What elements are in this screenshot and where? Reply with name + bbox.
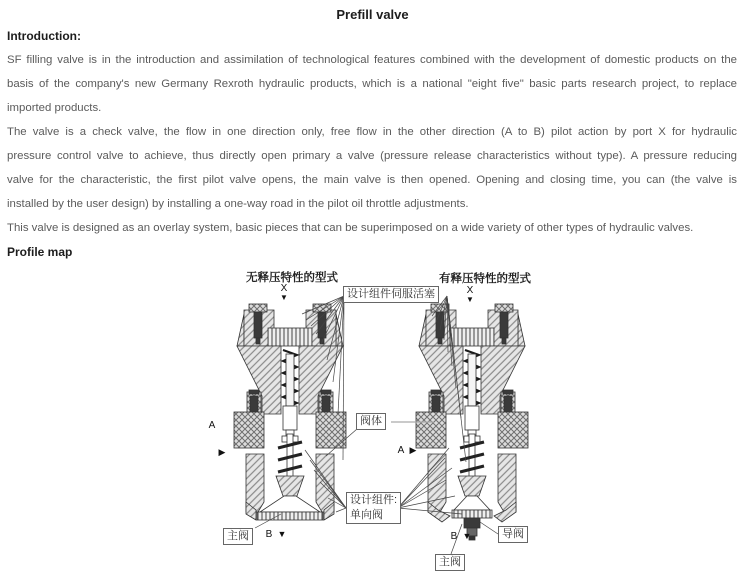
paragraph1-line2: basis of the company's new Germany Rexroth hydraulic products, which is a national "eight five" basic parts research project, to replace (7, 78, 737, 90)
check-valve-label (346, 492, 401, 524)
paragraph1-line1: SF filling valve is in the introduction and assimilation of technological features combined with the development of domestic products on the (7, 54, 737, 66)
down-arrow-icon: ▼ (462, 531, 472, 541)
profile-heading: Profile map (7, 245, 73, 259)
intro-heading: Introduction: (7, 29, 81, 43)
main-valve-label-left: 主阀 (223, 528, 253, 545)
paragraph2-line3: valve for the characteristic, the first pilot valve opens, the main valve is then opened. Opening and closing time, you can (the valve is (7, 174, 737, 186)
paragraph2-line4: installed by the user design) by installing a one-way road in the pilot oil throttle adjustments. (7, 198, 469, 210)
port-a-label-left: A (208, 420, 216, 431)
port-b-label-right: B (450, 531, 458, 542)
valve-body-label: 阀体 (356, 413, 386, 430)
down-arrow-icon: ▼ (280, 293, 288, 302)
port-a-label-right: A (397, 445, 405, 456)
down-arrow-icon: ▼ (466, 295, 474, 304)
profile-diagram (0, 264, 745, 574)
port-b-label-left: B (265, 529, 273, 540)
right-arrow-icon: ▶ (409, 445, 417, 455)
page-title: Prefill valve (336, 7, 409, 22)
servo-piston-label: 设计组件伺服活塞 (343, 286, 439, 303)
down-arrow-icon: ▼ (277, 529, 287, 539)
right-arrow-icon: ▶ (218, 447, 226, 457)
paragraph2-line2: pressure control valve to achieve, thus directly open primary a valve (pressure release characteristics without type). A pressure reducing (7, 150, 737, 162)
left-valve-title: 无释压特性的型式 (246, 272, 338, 284)
check-valve-label-line2: 单向阀 (350, 509, 383, 521)
paragraph2-line1: The valve is a check valve, the flow in one direction only, free flow in the other direction (A to B) pilot action by port X for hydraulic (7, 126, 737, 138)
check-valve-label-line1: 设计组件: (350, 494, 398, 506)
paragraph3-line1: This valve is designed as an overlay system, basic pieces that can be superimposed on a wide variety of other types of hydraulic valves. (7, 222, 694, 234)
paragraph1-line3: imported products. (7, 102, 102, 114)
right-valve-title: 有释压特性的型式 (439, 273, 531, 285)
port-x-label-right: X (466, 285, 474, 296)
port-x-label-left: X (280, 283, 288, 294)
pilot-valve-label: 导阀 (498, 526, 528, 543)
main-valve-label-right: 主阀 (435, 554, 465, 571)
